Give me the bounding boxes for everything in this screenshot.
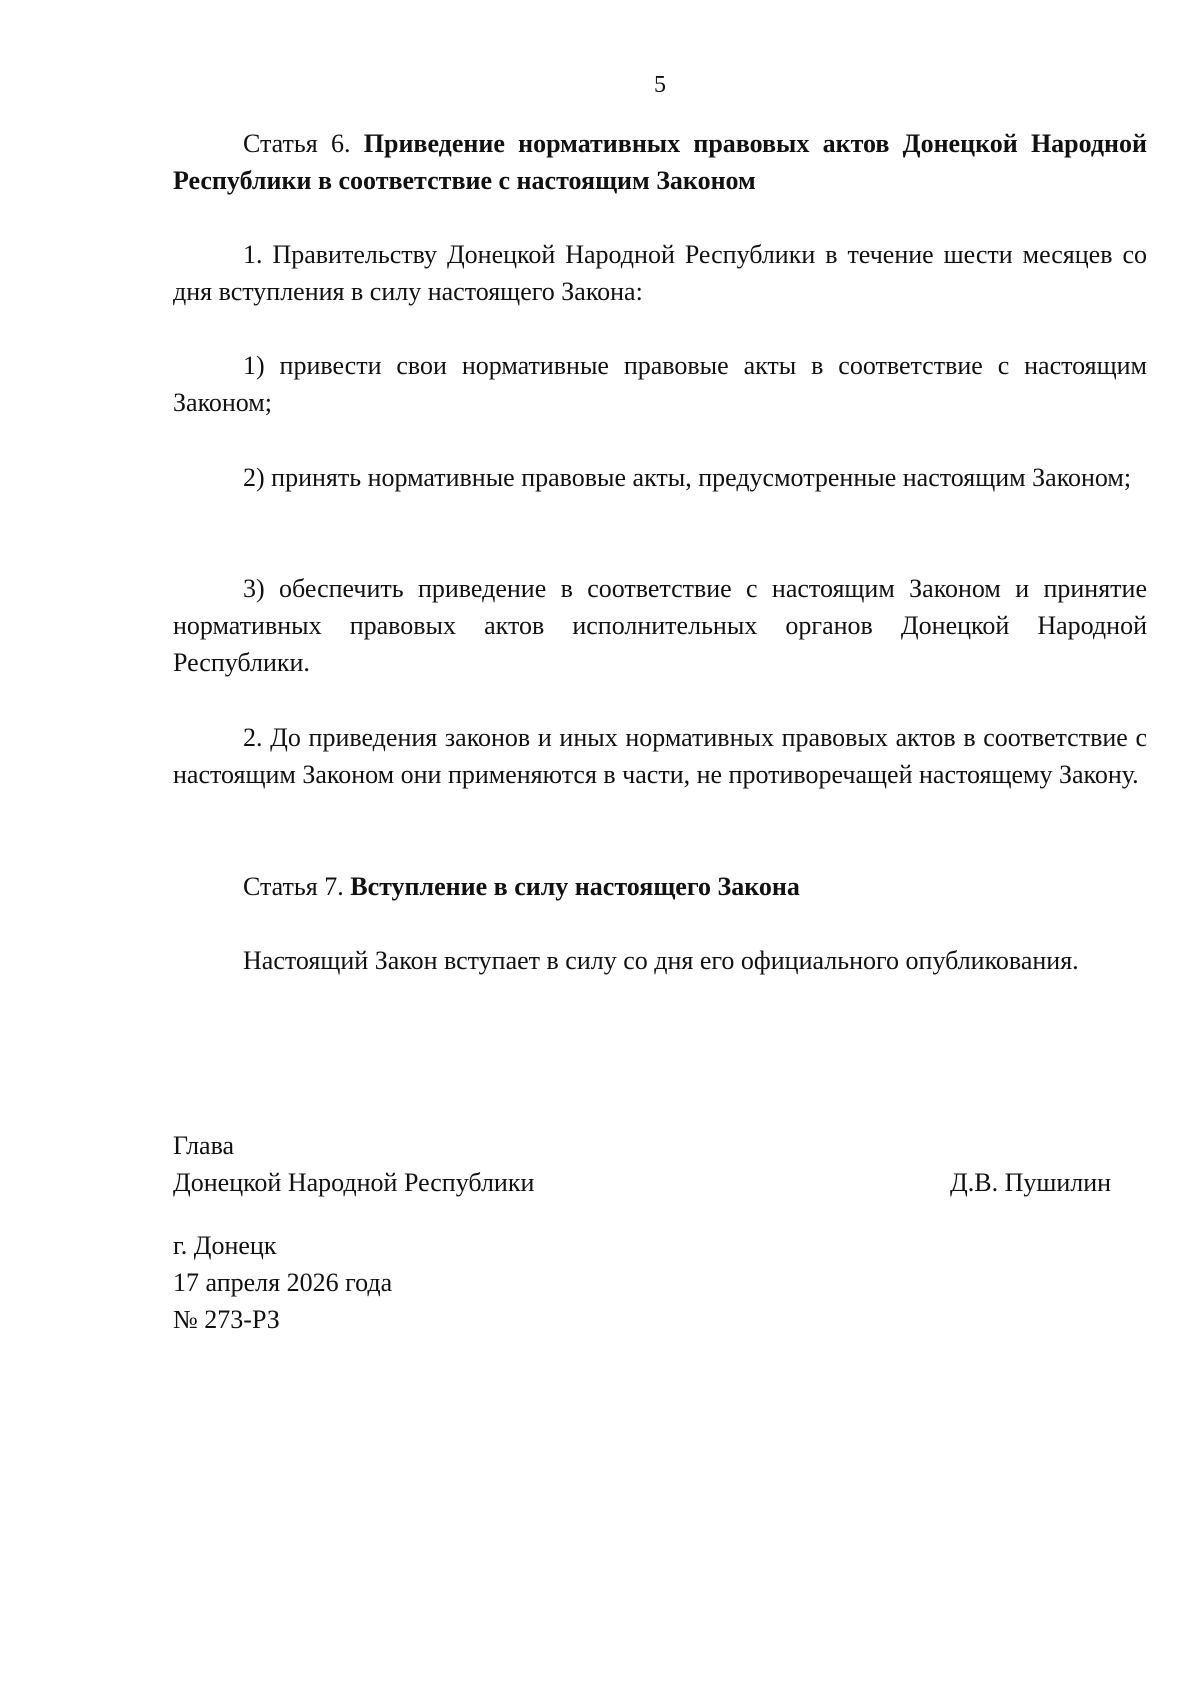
- article-7-title: Вступление в силу настоящего Закона: [350, 872, 800, 901]
- article-6-heading: [173, 125, 1147, 199]
- article-7-label: Статья 7.: [243, 872, 344, 901]
- list-item: 3) обеспечить приведение в соответствие с настоящим Законом и принятие нормативных правовых актов исполнительных органов Донецкой Народной Республики.: [173, 574, 1147, 677]
- article-6-paragraph-1: 1. Правительству Донецкой Народной Республики в течение шести месяцев со дня вступления в силу настоящего Закона:: [173, 240, 1147, 306]
- article-6-paragraph-2: 2. До приведения законов и иных нормативных правовых актов в соответствие с настоящим Законом они применяются в части, не противоречащей настоящему Закону.: [173, 723, 1147, 789]
- signature-position-line-2: Донецкой Народной Республики: [173, 1168, 535, 1197]
- page-number: 5: [654, 72, 666, 98]
- signature-name: Д.В. Пушилин: [950, 1168, 1112, 1197]
- list-item: 2) принять нормативные правовые акты, предусмотренные настоящим Законом;: [243, 463, 1132, 492]
- article-6-label: Статья 6.: [243, 129, 351, 158]
- article-6-item-3: [173, 570, 1147, 681]
- footer-number: № 273-РЗ: [173, 1305, 280, 1334]
- article-7-body: [173, 942, 1147, 979]
- article-7-paragraph-1: Настоящий Закон вступает в силу со дня его официального опубликования.: [243, 946, 1079, 975]
- footer-date: 17 апреля 2026 года: [173, 1268, 393, 1297]
- article-7-heading: [173, 868, 1147, 905]
- signature-position-line-1: Глава: [173, 1131, 235, 1160]
- article-6-title: Приведение нормативных правовых актов Донецкой Народной Республики в соответствие с настоящим Законом: [173, 129, 1148, 195]
- article-6-part-1: [173, 236, 1147, 310]
- article-6-item-1: [173, 347, 1147, 421]
- article-6-part-2: [173, 719, 1147, 793]
- document-footer: [173, 1227, 773, 1338]
- article-6-item-2: [173, 459, 1147, 496]
- footer-city: г. Донецк: [173, 1231, 277, 1260]
- signature-position: [173, 1127, 773, 1201]
- list-item: 1) привести свои нормативные правовые акты в соответствие с настоящим Законом;: [173, 351, 1147, 417]
